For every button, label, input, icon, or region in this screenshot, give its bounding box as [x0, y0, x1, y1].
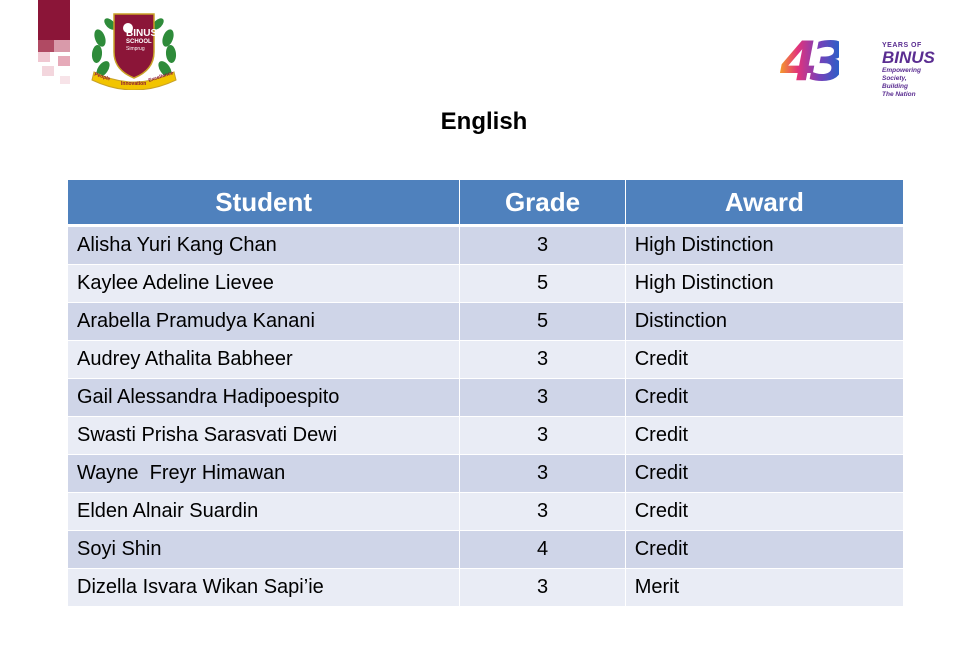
- student-name: Kaylee Adeline Lievee: [68, 265, 460, 303]
- grade-value: 5: [460, 303, 625, 341]
- student-name: Audrey Athalita Babheer: [68, 341, 460, 379]
- student-name: Soyi Shin: [68, 531, 460, 569]
- column-header-grade: Grade: [460, 180, 625, 227]
- awards-table: [68, 180, 903, 607]
- table-row: [68, 379, 903, 417]
- student-name: Swasti Prisha Sarasvati Dewi: [68, 417, 460, 455]
- student-name: Gail Alessandra Hadipoespito: [68, 379, 460, 417]
- award-value: High Distinction: [626, 265, 903, 303]
- school-logo-brand: BINUS: [126, 28, 158, 39]
- anniversary-number: 43: [780, 30, 840, 93]
- table-row: [68, 265, 903, 303]
- table-row: [68, 493, 903, 531]
- table-row: [68, 455, 903, 493]
- anniversary-tagline-1: Empowering: [882, 67, 922, 74]
- school-logo-ribbon-2: Innovation: [121, 81, 147, 87]
- school-logo-ribbon-1: People: [93, 71, 111, 83]
- grade-value: 4: [460, 531, 625, 569]
- grade-value: 3: [460, 341, 625, 379]
- award-value: Merit: [626, 569, 903, 607]
- school-logo-line3: Simprug: [126, 46, 145, 52]
- anniversary-logo: [780, 30, 950, 98]
- table-row: [68, 341, 903, 379]
- student-name: Dizella Isvara Wikan Sapi’ie: [68, 569, 460, 607]
- anniversary-tagline-2: Society,: [882, 75, 907, 82]
- table-row: [68, 417, 903, 455]
- page-title: English: [440, 108, 528, 135]
- decorative-strip: [38, 0, 70, 90]
- table-row: [68, 569, 903, 607]
- award-value: Credit: [626, 531, 903, 569]
- grade-value: 3: [460, 417, 625, 455]
- anniversary-tagline-3: Building: [882, 83, 908, 90]
- anniversary-text: [882, 42, 935, 98]
- award-value: High Distinction: [626, 227, 903, 265]
- award-value: Credit: [626, 341, 903, 379]
- table-row: [68, 227, 903, 265]
- student-name: Alisha Yuri Kang Chan: [68, 227, 460, 265]
- anniversary-tagline-4: The Nation: [882, 91, 916, 98]
- table-row: [68, 303, 903, 341]
- award-value: Credit: [626, 493, 903, 531]
- grade-value: 3: [460, 227, 625, 265]
- school-logo-line2: SCHOOL: [126, 39, 152, 45]
- table-row: [68, 531, 903, 569]
- grade-value: 5: [460, 265, 625, 303]
- student-name: Wayne Freyr Himawan: [68, 455, 460, 493]
- anniversary-years-of: YEARS OF: [882, 42, 922, 49]
- school-logo-ribbon-3: Excellence: [147, 70, 175, 84]
- award-value: Distinction: [626, 303, 903, 341]
- school-logo: [88, 8, 180, 90]
- grade-value: 3: [460, 379, 625, 417]
- student-name: Arabella Pramudya Kanani: [68, 303, 460, 341]
- student-name: Elden Alnair Suardin: [68, 493, 460, 531]
- column-header-student: Student: [68, 180, 460, 227]
- award-value: Credit: [626, 417, 903, 455]
- grade-value: 3: [460, 455, 625, 493]
- anniversary-brand: BINUS: [882, 48, 935, 67]
- column-header-award: Award: [626, 180, 903, 227]
- award-value: Credit: [626, 455, 903, 493]
- grade-value: 3: [460, 569, 625, 607]
- table-header-row: [68, 180, 903, 227]
- award-value: Credit: [626, 379, 903, 417]
- grade-value: 3: [460, 493, 625, 531]
